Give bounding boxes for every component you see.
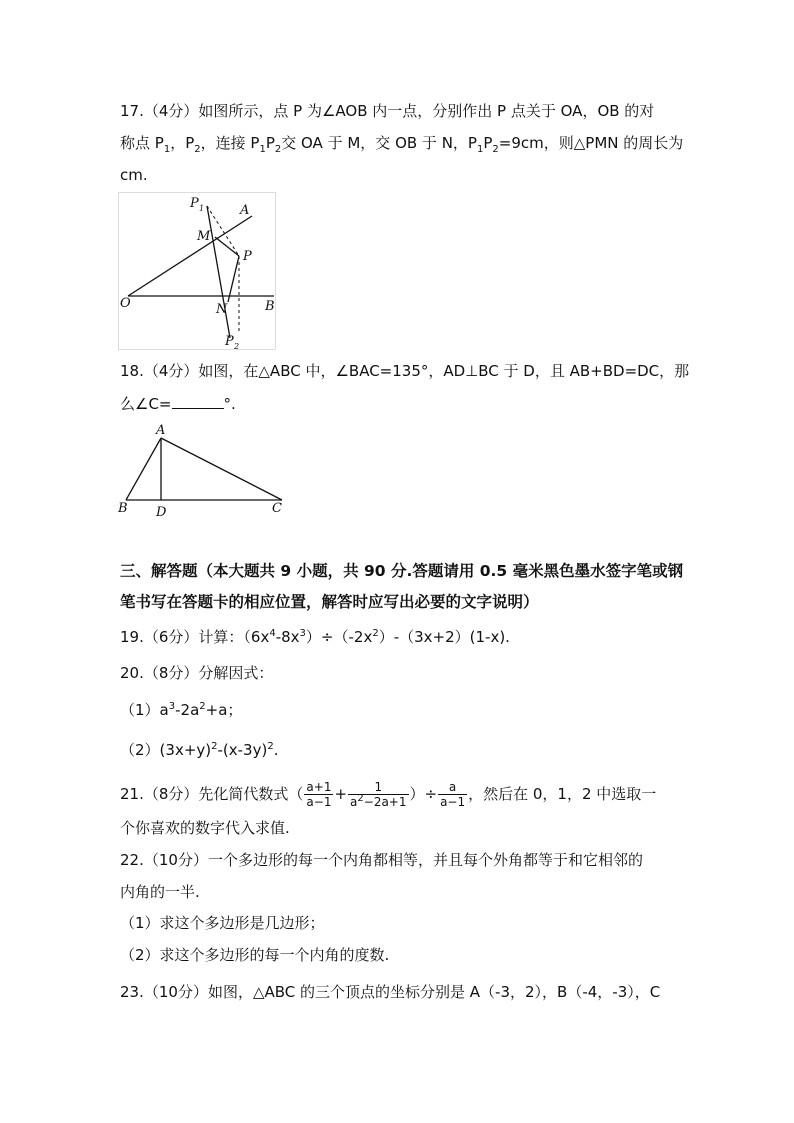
q21-plus: + — [334, 785, 348, 803]
q19-t-d: ）-（3x+2）(1-x). — [378, 628, 510, 646]
q20-p2-a: （2）(3x+y) — [120, 741, 212, 759]
q17-sub3: 1 — [259, 144, 266, 155]
q17-line3 — [120, 165, 680, 185]
q19-t-c: ）÷（-2x — [305, 628, 373, 646]
label-p2-sub: 2 — [234, 342, 240, 351]
q21-f2-den-a: a — [350, 795, 358, 809]
q17-line2 — [120, 133, 684, 155]
q20-p2-sup1: 2 — [211, 741, 218, 752]
q21-fraction-3 — [438, 780, 467, 809]
q20-part2 — [120, 740, 680, 760]
section3-line1 — [120, 561, 684, 581]
q17-t-e: 交 OA 于 M，交 OB 于 N，P — [281, 134, 477, 152]
q18-text2b: °. — [223, 395, 236, 413]
q20-p2-b: -(x-3y) — [217, 741, 268, 759]
q21-f2-num: 1 — [348, 780, 408, 795]
q19-sup3: 2 — [372, 628, 379, 639]
label-p1-sub: 1 — [199, 204, 205, 213]
q21-fraction-2 — [348, 780, 408, 809]
q21-t-c: ，然后在 0，1，2 中选取一 — [468, 785, 657, 803]
q23-text1: 23.（10分）如图，△ABC 的三个顶点的坐标分别是 A（-3，2），B（-4，-3），C — [120, 983, 661, 1001]
segment-p1p2 — [207, 206, 230, 338]
segment-ac — [161, 438, 282, 500]
q21-line1 — [120, 776, 680, 812]
q18-line2 — [120, 394, 680, 414]
q17-sub2: 2 — [194, 144, 201, 155]
q21-f2-den-b: −2a+1 — [363, 795, 407, 809]
q22-line1 — [120, 850, 680, 870]
q19-t-b: -8x — [275, 628, 300, 646]
q22-line2 — [120, 882, 680, 902]
section3-text2: 笔书写在答题卡的相应位置，解答时应写出必要的文字说明） — [120, 593, 539, 611]
q20-title-text: 20.（8分）分解因式： — [120, 664, 274, 682]
q21-f2-den-sup: 2 — [357, 793, 364, 804]
q17-text1: 17.（4分）如图所示，点 P 为∠AOB 内一点，分别作出 P 点关于 OA，OB 的对 — [120, 102, 655, 120]
q22-text1: 22.（10分）一个多边形的每一个内角都相等，并且每个外角都等于和它相邻的 — [120, 851, 643, 869]
q22-p1-text: （1）求这个多边形是几边形； — [120, 914, 325, 932]
ray-oa — [128, 216, 252, 296]
q22-p2-text: （2）求这个多边形的每一个内角的度数. — [120, 946, 390, 964]
q20-p2-c: . — [273, 741, 279, 759]
q19-sup1: 4 — [269, 628, 276, 639]
q20-p1-b: -2a — [175, 701, 200, 719]
q17-sub1: 1 — [163, 144, 171, 155]
q19-sup2: 3 — [299, 628, 306, 639]
label-b: B — [118, 501, 128, 516]
q22-part2 — [120, 945, 680, 965]
q20-title — [120, 663, 680, 683]
q21-text2: 个你喜欢的数字代入求值. — [120, 819, 290, 837]
q21-f2-den — [348, 795, 408, 809]
q21-fraction-1 — [304, 780, 333, 809]
q17-sub6: 2 — [492, 144, 499, 155]
label-p1: P — [190, 196, 199, 211]
label-n: N — [216, 302, 228, 317]
q18-figure — [116, 420, 292, 520]
q19-t-a: 19.（6分）计算：（6x — [120, 628, 270, 646]
q17-sub5: 1 — [476, 144, 484, 155]
q18-line1 — [120, 361, 690, 381]
label-d: D — [156, 505, 167, 520]
label-b: B — [265, 299, 275, 314]
label-p: P — [243, 249, 252, 264]
q18-answer-blank[interactable] — [172, 394, 224, 409]
q23-line1 — [120, 982, 680, 1002]
q17-t-f: P — [483, 134, 493, 152]
label-m: M — [197, 229, 211, 244]
q17-sub4: 2 — [274, 144, 282, 155]
q19-line — [120, 627, 680, 647]
q20-part1 — [120, 700, 680, 720]
section3-line2 — [120, 592, 680, 612]
section3-text1: 三、解答题（本大题共 9 小题，共 90 分.答题请用 0.5 毫米黑色墨水签字笔或钢 — [120, 562, 684, 580]
q17-t-a: 称点 P — [120, 134, 164, 152]
q20-p1-sup2: 2 — [199, 701, 206, 712]
q17-t-g: =9cm，则△PMN 的周长为 — [498, 134, 684, 152]
q17-text3: cm. — [120, 166, 148, 184]
q17-t-c: ，连接 P — [200, 134, 260, 152]
q21-t-b: ）÷ — [409, 785, 438, 803]
label-c: C — [272, 501, 282, 516]
q18-text1: 18.（4分）如图，在△ABC 中，∠BAC=135°，AD⊥BC 于 D，且 AB+BD=DC，那 — [120, 362, 690, 380]
label-o: O — [120, 296, 131, 311]
q22-text2: 内角的一半. — [120, 883, 200, 901]
q21-t-a: 21.（8分）先化简代数式（ — [120, 785, 304, 803]
q17-line1 — [120, 101, 680, 121]
label-a: A — [240, 203, 250, 218]
q21-f1-den: a−1 — [306, 795, 332, 809]
segment-ab — [126, 438, 161, 500]
q20-p2-sup2: 2 — [267, 741, 274, 752]
segment-mp — [215, 237, 239, 256]
q17-figure — [118, 192, 278, 352]
q22-part1 — [120, 913, 680, 933]
q20-p1-c: +a； — [205, 701, 243, 719]
label-a: A — [156, 423, 166, 438]
q21-line2 — [120, 818, 680, 838]
q20-p1-sup1: 3 — [168, 701, 176, 712]
q17-t-b: ，P — [170, 134, 195, 152]
label-p2: P — [225, 334, 234, 349]
q21-f3-den: a−1 — [440, 795, 466, 809]
q21-f3-num: a — [438, 780, 467, 795]
q21-f1-num: a+1 — [306, 780, 332, 794]
q20-p1-a: （1）a — [120, 701, 169, 719]
segment-pn — [228, 256, 239, 302]
q17-t-d: P — [265, 134, 275, 152]
q18-text2a: 么∠C= — [120, 395, 172, 413]
